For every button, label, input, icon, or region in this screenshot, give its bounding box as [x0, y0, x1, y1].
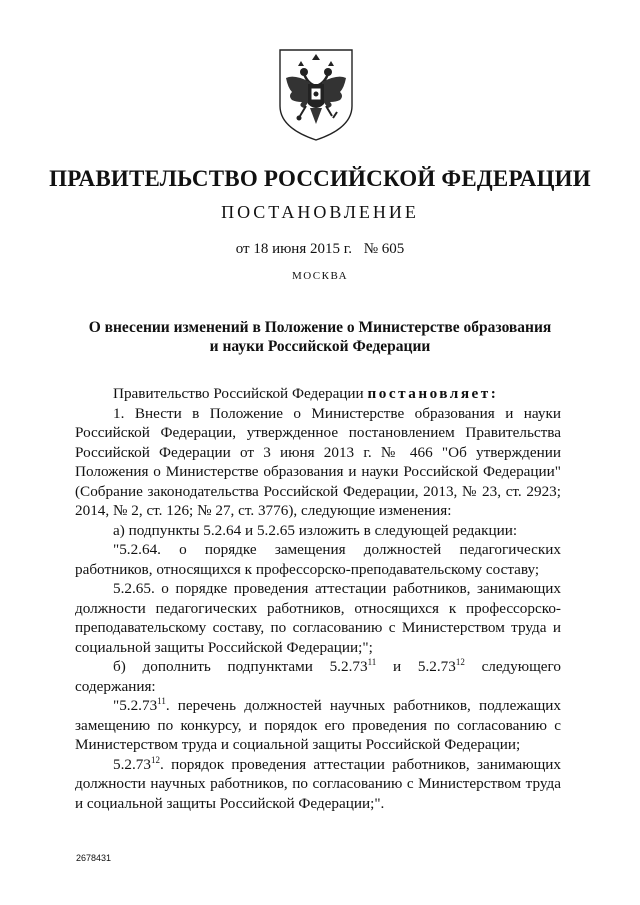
document-city: МОСКВА: [291, 270, 349, 282]
document-date: от 18 июня 2015 г.: [235, 241, 352, 257]
paragraph-5-2-73-11-text: . перечень должностей научных работников, подлежащих замещению по конкурсу, и порядок его проведения по согласованию с Министерством труда и социальной защиты Российской Федерации;: [75, 697, 561, 753]
org-title: ПРАВИТЕЛЬСТВО РОССИЙСКОЙ ФЕДЕРАЦИИ: [49, 166, 591, 191]
paragraph-5-2-73-11-sup: 11: [157, 695, 166, 706]
paragraph-5-2-73-12-sup: 12: [150, 754, 160, 765]
paragraph-b-sup-1: 11: [367, 656, 377, 667]
intro-verb: постановляет:: [367, 385, 499, 402]
paragraph-5-2-65: 5.2.65. о порядке проведения аттестации работников, занимающих должности педагогических работников, относящихся к профессорско-преподавательскому составу, по согласованию с Министерством труда и социальной защиты Российской Федерации;";: [75, 580, 561, 656]
paragraph-b-text-3: следующего содержания:: [75, 658, 561, 695]
document-type: ПОСТАНОВЛЕНИЕ: [221, 202, 419, 222]
state-emblem-icon: [274, 44, 358, 144]
subject-line-2: и науки Российской Федерации: [209, 338, 431, 355]
paragraph-b-text-1: б) дополнить подпунктами 5.2.73: [113, 658, 368, 675]
paragraph-5-2-73-11: [75, 696, 561, 755]
intro-paragraph: [75, 384, 561, 404]
paragraph-b-text-2: и 5.2.73: [376, 658, 456, 675]
footer-doc-code: 2678431: [76, 853, 112, 863]
subject-line-1: О внесении изменений в Положение о Министерстве образования: [88, 319, 552, 336]
document-subject: [0, 318, 640, 356]
paragraph-a: а) подпункты 5.2.64 и 5.2.65 изложить в следующей редакции:: [113, 521, 518, 539]
paragraph-b-sup-2: 12: [455, 656, 465, 667]
paragraph-5-2-64: "5.2.64. о порядке замещения должностей педагогических работников, относящихся к профессорско-преподавательскому составу;: [75, 541, 561, 578]
paragraph-5-2-73-11-prefix: "5.2.73: [113, 697, 158, 714]
paragraph-5-2-73-12-text: . порядок проведения аттестации работников, занимающих должности научных работников, по согласованию с Министерством труда и социальной защиты Российской Федерации;".: [75, 755, 561, 812]
paragraph-1: 1. Внести в Положение о Министерстве образования и науки Российской Федерации, утвержденное постановлением Правительства Российской Федерации от 3 июня 2013 г. № 466 "Об утверждении Положения о Министерстве образования и науки Российской Федерации" (Собрание законодательства Российской Федерации, 2013, № 23, ст. 2923; 2014, № 2, ст. 126; № 27, ст. 3776), следующие изменения:: [75, 404, 561, 519]
document-body: [75, 384, 561, 813]
intro-text: Правительство Российской Федерации: [113, 385, 368, 402]
paragraph-5-2-73-12-prefix: 5.2.73: [113, 755, 151, 773]
paragraph-5-2-73-12: [75, 755, 561, 814]
paragraph-b: [75, 657, 561, 696]
document-date-line: [0, 241, 640, 258]
document-number: № 605: [363, 241, 405, 257]
